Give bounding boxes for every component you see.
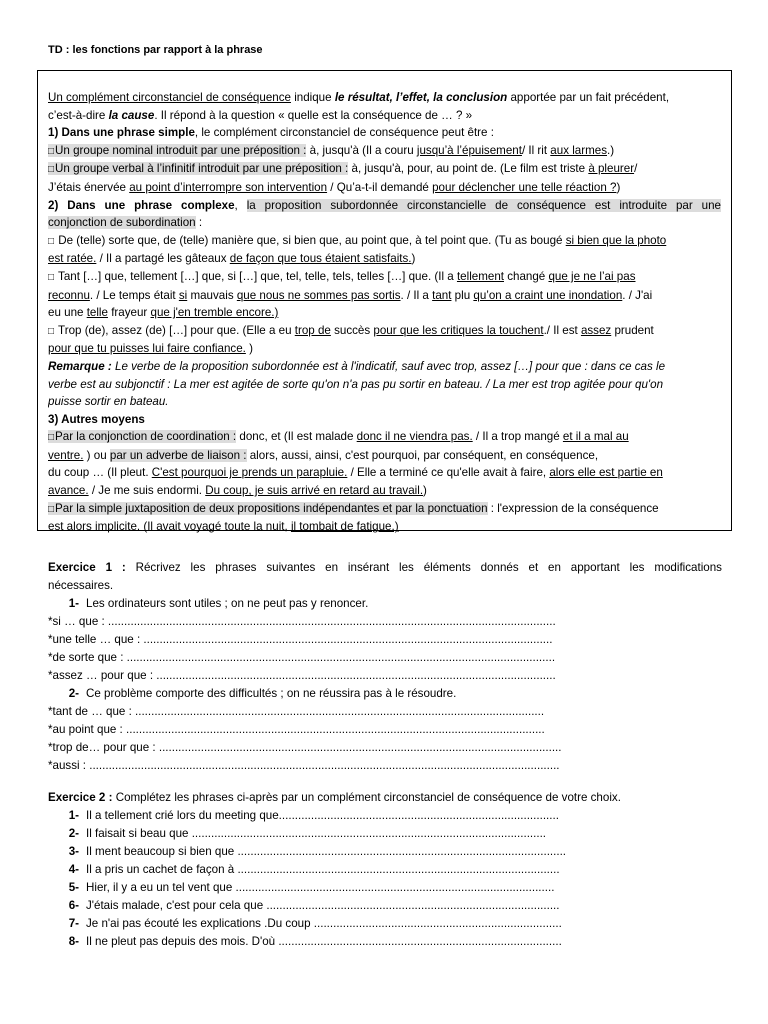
text: .) xyxy=(607,143,615,157)
text: eu une xyxy=(48,306,87,320)
section-1b xyxy=(48,160,721,179)
example: tant xyxy=(432,288,452,302)
example: qu’on a craint une inondation xyxy=(473,288,623,302)
section-3a-cont-3 xyxy=(48,482,721,500)
text: ) ou xyxy=(83,448,110,462)
text: / xyxy=(634,162,638,176)
section-2c xyxy=(48,322,721,341)
text: . / Le temps était xyxy=(89,288,179,302)
exercise-2-item[interactable] xyxy=(48,897,722,915)
text: frayeur xyxy=(107,306,151,320)
highlight-text: Par la conjonction de coordination : xyxy=(55,430,237,444)
text: De (telle) sorte que, de (telle) manière que, si bien que, au point que, à tel point que. (Tu as bougé xyxy=(55,233,566,247)
checkbox-bullet xyxy=(48,324,55,337)
example: Du coup, je suis arrivé en retard au travail. xyxy=(205,484,424,498)
text: / Il a trop mangé xyxy=(472,430,563,444)
text: / Elle a terminé ce qu'elle avait à faire, xyxy=(347,466,550,480)
item-number: 2- xyxy=(68,827,79,840)
example: de façon que tous étaient satisfaits. xyxy=(229,252,412,266)
text: à, jusqu'à (Il a couru xyxy=(306,143,417,157)
highlight-text: la proposition subordonnée circonstancielle de conséquence est introduite par une xyxy=(246,198,721,212)
checkbox-bullet xyxy=(48,270,55,283)
text: succès xyxy=(330,323,374,337)
exercises xyxy=(48,559,722,951)
text: / Il rit xyxy=(521,143,551,157)
example: pour que les critiques la touchent xyxy=(373,323,544,337)
example: que j'en tremble encore.) xyxy=(150,306,279,320)
highlight-text: Un groupe verbal à l’infinitif introduit par une préposition : xyxy=(55,162,349,176)
exercise-1-instruction xyxy=(48,559,722,577)
exercise-2-item[interactable] xyxy=(48,933,722,951)
section-3a xyxy=(48,428,721,447)
heading-text: 1) Dans une phrase simple xyxy=(48,126,195,140)
lesson-intro-line-1 xyxy=(48,89,721,107)
example: avance. xyxy=(48,484,89,498)
highlight-text: par un adverbe de liaison : xyxy=(109,448,247,462)
section-1c xyxy=(48,179,721,197)
text: alors, aussi, ainsi, c'est pourquoi, par conséquent, en conséquence, xyxy=(246,448,599,462)
text: ) xyxy=(245,342,253,356)
text: J’étais énervée xyxy=(48,180,130,194)
highlight-text: conjonction de subordination xyxy=(48,216,196,230)
item-text: Il a pris un cachet de façon à .................................................................................................... xyxy=(86,863,560,876)
example: alors elle est partie en xyxy=(549,466,663,480)
answer-line[interactable]: *aussi : .................................................................................................................................................. xyxy=(48,759,560,772)
example: aux larmes xyxy=(550,143,607,157)
item-number: 6- xyxy=(68,899,79,912)
exercise-2-item[interactable] xyxy=(48,879,722,897)
example: à pleurer xyxy=(588,162,635,176)
intro-term: Un complément circonstanciel de conséquence xyxy=(48,91,291,104)
exercise-1-question-1 xyxy=(48,595,722,613)
text: c’est-à-dire xyxy=(48,108,109,122)
text: est alors implicite. (Il avait voyagé toute la nuit, xyxy=(48,520,291,534)
item-number: 8- xyxy=(68,935,79,948)
intro-cause: la cause xyxy=(108,108,155,122)
exercise-2-item[interactable] xyxy=(48,825,722,843)
exercise-label: Exercice 2 : xyxy=(48,791,113,804)
text: mauvais xyxy=(187,288,237,302)
section-3a-cont-2 xyxy=(48,464,721,482)
exercise-1-instruction-cont: nécessaires. xyxy=(48,579,114,592)
section-2-heading: 2) Dans une phrase complexe, la proposition subordonnée circonstancielle de conséquence est introduite par une xyxy=(48,198,721,212)
remark-line-1 xyxy=(48,358,721,376)
section-3-heading: 3) Autres moyens xyxy=(48,412,145,426)
intro-effect: le résultat, l’effet, la conclusion xyxy=(334,91,508,104)
item-number: 4- xyxy=(68,863,79,876)
example: il tombait de fatigue.) xyxy=(290,520,399,534)
text: / Il a partagé les gâteaux xyxy=(96,252,230,266)
exercise-2-item[interactable] xyxy=(48,861,722,879)
remark-heading: Remarque : xyxy=(48,359,112,373)
text: donc, et (Il est malade xyxy=(236,430,357,444)
example: C'est pourquoi je prends un parapluie. xyxy=(151,466,348,480)
example: telle xyxy=(86,306,108,320)
section-2a-cont xyxy=(48,250,721,268)
text: Le verbe de la proposition subordonnée est à l'indicatif, sauf avec trop, assez […] pour que : dans ce cas le xyxy=(111,359,666,373)
answer-line[interactable]: *au point que : .................................................................................................................................. xyxy=(48,723,545,736)
section-1a xyxy=(48,142,721,161)
exercise-1-question-2 xyxy=(48,685,722,703)
text: : xyxy=(195,216,203,230)
text: / Qu’a-t-il demandé xyxy=(327,180,433,194)
checkbox-bullet xyxy=(48,502,488,515)
item-text: Il ment beaucoup si bien que ...................................................................................................... xyxy=(86,845,567,858)
text: changé xyxy=(504,269,549,283)
item-text: Hier, il y a eu un tel vent que ................................................................................................... xyxy=(86,881,555,894)
item-text: Il ne pleut pas depuis des mois. D'où ........................................................................................ xyxy=(86,935,562,948)
example: est ratée. xyxy=(48,252,97,266)
section-3b xyxy=(48,500,721,519)
example: que je ne l’ai pas xyxy=(548,269,636,283)
section-2c-cont xyxy=(48,340,721,358)
answer-line[interactable]: *assez … pour que : ............................................................................................................................ xyxy=(48,669,556,682)
question-number: 1- xyxy=(68,597,79,610)
example: donc il ne viendra pas. xyxy=(356,430,473,444)
checkbox-bullet xyxy=(48,430,236,443)
lesson-intro-line-2 xyxy=(48,107,721,125)
example: si bien que la photo xyxy=(565,233,667,247)
item-text: J'étais malade, c'est pour cela que ........................................................................................... xyxy=(86,899,560,912)
heading-text: 2) Dans une phrase complexe xyxy=(48,198,235,212)
text: du coup … (Il pleut. xyxy=(48,466,152,480)
section-3a-cont xyxy=(48,447,721,465)
text: . / Il a xyxy=(400,288,433,302)
section-1-heading xyxy=(48,124,721,142)
text: ./ Il est xyxy=(543,323,581,337)
example: assez xyxy=(580,323,612,337)
exercise-2-item[interactable] xyxy=(48,915,722,933)
item-text: Il faisait si beau que .............................................................................................................. xyxy=(86,827,547,840)
example: trop de xyxy=(294,323,331,337)
section-2-heading-cont xyxy=(48,214,721,232)
remark-line-3: puisse sortir en bateau. xyxy=(48,395,169,409)
spacer xyxy=(48,775,722,789)
item-number: 3- xyxy=(68,845,79,858)
checkbox-bullet xyxy=(48,144,306,157)
example: pour déclencher une telle réaction ? xyxy=(432,180,617,194)
example: si xyxy=(178,288,188,302)
example: au point d’interrompre son intervention xyxy=(129,180,328,194)
example: reconnu xyxy=(48,288,90,302)
item-number: 1- xyxy=(68,809,79,822)
exercise-2-item[interactable] xyxy=(48,807,722,825)
item-number: 7- xyxy=(68,917,79,930)
answer-line[interactable]: *trop de… pour que : ............................................................................................................................. xyxy=(48,741,562,754)
checkbox-bullet xyxy=(48,162,348,175)
text: Complétez les phrases ci-après par un complément circonstanciel de conséquence de votre choix. xyxy=(112,791,621,804)
section-2b-cont xyxy=(48,287,721,305)
text: ) xyxy=(423,484,427,498)
highlight-text: Par la simple juxtaposition de deux propositions indépendantes et par la ponctuation xyxy=(55,501,488,515)
text: apportée par un fait précédent, xyxy=(507,91,670,104)
section-2b-cont-2 xyxy=(48,304,721,322)
answer-line[interactable]: *de sorte que : ..................................................................................................................................... xyxy=(48,651,556,664)
text: ) xyxy=(616,180,621,194)
example: ventre. xyxy=(48,448,84,462)
section-3b-cont xyxy=(48,518,721,536)
lesson-box xyxy=(37,70,732,534)
item-number: 5- xyxy=(68,881,79,894)
highlight-text: Un groupe nominal introduit par une préposition : xyxy=(55,143,307,157)
answer-line[interactable]: *une telle … que : ............................................................................................................................... xyxy=(48,633,553,646)
text: : l'expression de la conséquence xyxy=(487,501,659,515)
remark-line-2: verbe est au subjonctif : La mer est agitée de sorte qu'on n'a pas pu sortir en bateau. / La mer est trop agitée pour qu'on xyxy=(48,377,664,391)
text: , le complément circonstanciel de conséquence peut être : xyxy=(194,126,494,140)
text: plu xyxy=(451,288,474,302)
example: jusqu’à l’épuisement xyxy=(416,143,522,157)
text: Tant […] que, tellement […] que, si […] que, tel, telle, tels, telles […] que. (Il a xyxy=(55,269,457,283)
text: à, jusqu'à, pour, au point de. (Le film est triste xyxy=(348,162,589,176)
section-2b xyxy=(48,268,721,287)
exercise-2-instruction xyxy=(48,789,722,807)
text: . Il répond à la question « quelle est la conséquence de … ? » xyxy=(154,108,473,122)
example: que nous ne sommes pas sortis xyxy=(236,288,401,302)
text: indique xyxy=(290,91,335,104)
page-title: TD : les fonctions par rapport à la phrase xyxy=(48,44,263,56)
question-text: Ce problème comporte des difficultés ; on ne réussira pas à le résoudre. xyxy=(86,687,457,700)
question-text: Les ordinateurs sont utiles ; on ne peut pas y renoncer. xyxy=(86,597,369,610)
answer-line[interactable]: *tant de … que : ............................................................................................................................... xyxy=(48,705,545,718)
example: et il a mal au xyxy=(562,430,629,444)
text: prudent xyxy=(611,323,654,337)
exercise-label: Exercice 1 : xyxy=(48,561,126,574)
text: Trop (de), assez (de) […] pour que. (Elle a eu xyxy=(55,323,295,337)
item-text: Il a tellement crié lors du meeting que....................................................................................... xyxy=(86,809,559,822)
answer-line[interactable]: *si … que : ........................................................................................................................................... xyxy=(48,615,556,628)
text: Récrivez les phrases suivantes en insérant les éléments donnés et en apportant les modifications xyxy=(125,561,722,574)
checkbox-bullet xyxy=(48,234,55,247)
exercise-2-item[interactable] xyxy=(48,843,722,861)
section-2a xyxy=(48,232,721,251)
item-text: Je n'ai pas écouté les explications .Du coup ............................................................................. xyxy=(86,917,562,930)
text: / Je me suis endormi. xyxy=(88,484,206,498)
text: . / J'ai xyxy=(622,288,653,302)
example: pour que tu puisses lui faire confiance. xyxy=(48,342,246,356)
example: tellement xyxy=(456,269,504,283)
text: ) xyxy=(411,252,416,266)
question-number: 2- xyxy=(68,687,79,700)
